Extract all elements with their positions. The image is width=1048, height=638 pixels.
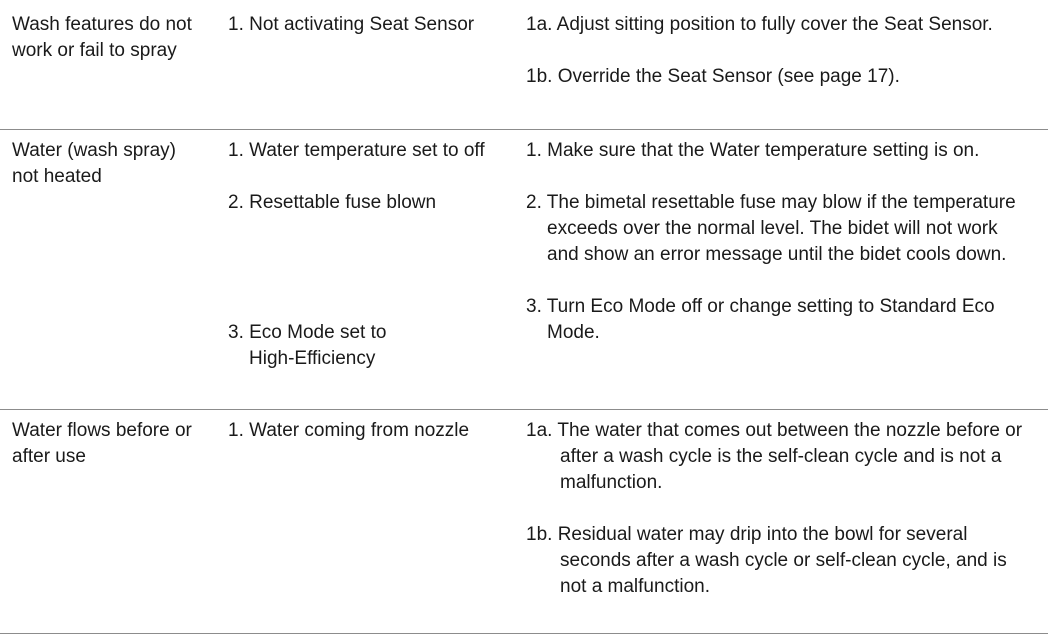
remedy-item <box>526 294 1016 346</box>
cause-text: 1. Not activating Seat Sensor <box>228 14 475 35</box>
remedy-text: 1b. Override the Seat Sensor (see page 17). <box>526 66 900 87</box>
cause-item <box>228 320 418 372</box>
cause-cell <box>228 12 518 38</box>
remedy-cell <box>526 12 1042 90</box>
remedy-cell <box>526 418 1042 600</box>
cause-item <box>228 190 518 216</box>
remedy-text: 1a. Adjust sitting position to fully cover the Seat Sensor. <box>526 14 993 35</box>
row-divider <box>0 129 1048 130</box>
problem-text: Water flows before or after use <box>12 420 192 467</box>
cause-item <box>228 12 518 38</box>
problem-cell <box>12 138 192 190</box>
remedy-item <box>526 12 1042 38</box>
remedy-item <box>526 190 1034 268</box>
cause-text: 3. Eco Mode set to High-Efficiency <box>228 322 387 369</box>
remedy-item <box>526 522 1038 600</box>
remedy-item <box>526 418 1031 496</box>
cause-cell <box>228 418 518 444</box>
cause-text: 1. Water coming from nozzle <box>228 420 470 441</box>
remedy-text: 3. Turn Eco Mode off or change setting to Standard Eco Mode. <box>526 296 995 343</box>
problem-text: Water (wash spray) not heated <box>12 140 176 187</box>
remedy-text: 1b. Residual water may drip into the bowl for several seconds after a wash cycle or self-clean cycle, and is not a malfunction. <box>526 524 1007 597</box>
problem-cell <box>12 12 217 64</box>
cause-text: 1. Water temperature set to off <box>228 140 485 161</box>
problem-text: Wash features do not work or fail to spray <box>12 14 192 61</box>
remedy-text: 1. Make sure that the Water temperature setting is on. <box>526 140 980 161</box>
cause-cell <box>228 138 518 372</box>
row-divider <box>0 409 1048 410</box>
cause-item <box>228 418 518 444</box>
remedy-text: 1a. The water that comes out between the nozzle before or after a wash cycle is the self-clean cycle and is not a malfunction. <box>526 420 1023 493</box>
remedy-text: 2. The bimetal resettable fuse may blow if the temperature exceeds over the normal level. The bidet will not work and show an error message until the bidet cools down. <box>526 192 1016 265</box>
remedy-item <box>526 138 1042 164</box>
cause-item <box>228 138 518 164</box>
remedy-item <box>526 64 1042 90</box>
row-divider <box>0 633 1048 634</box>
cause-text: 2. Resettable fuse blown <box>228 192 437 213</box>
problem-cell <box>12 418 197 470</box>
remedy-cell <box>526 138 1042 346</box>
